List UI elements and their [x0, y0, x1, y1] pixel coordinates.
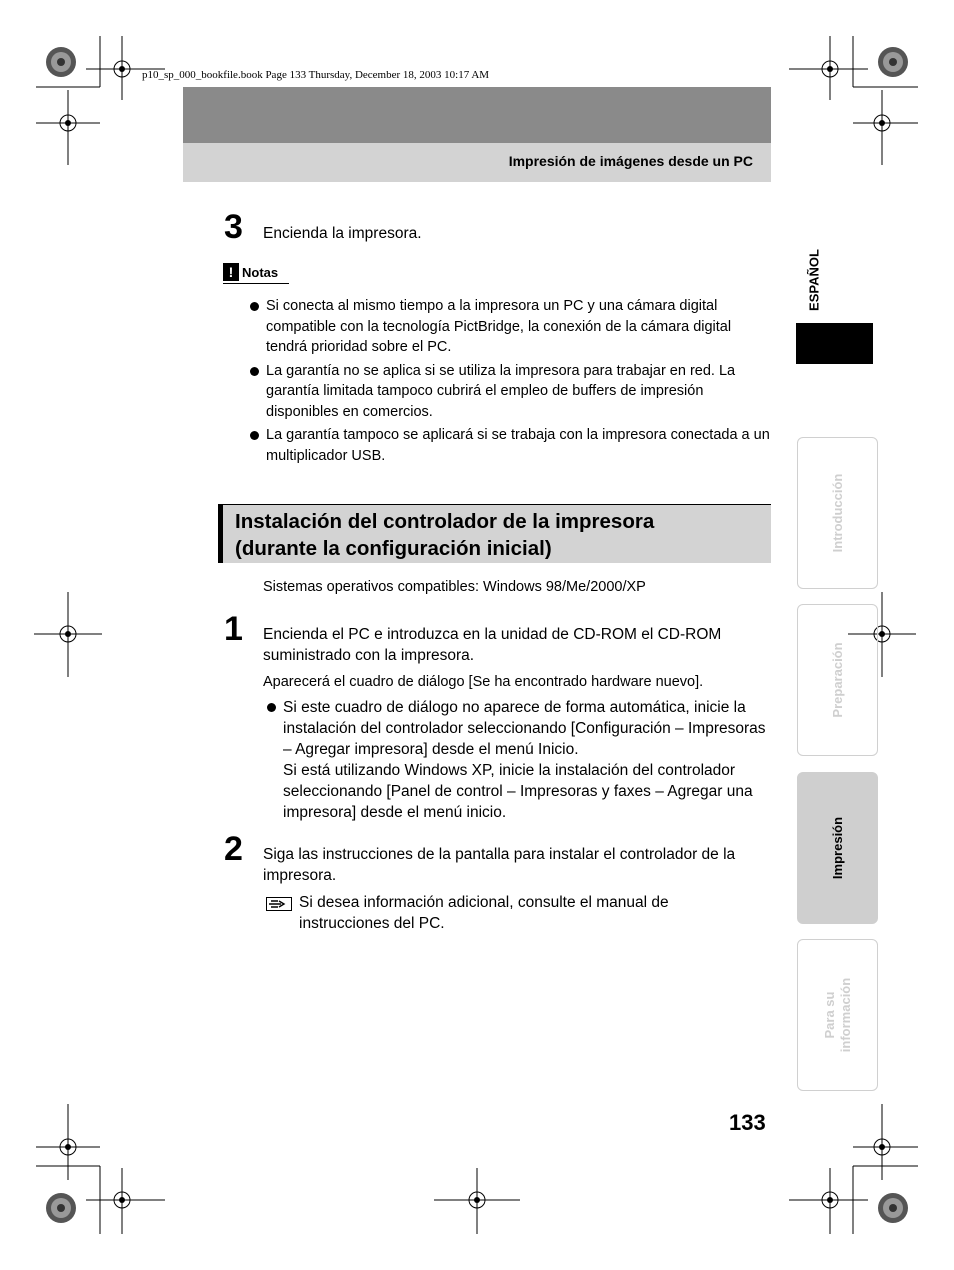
section-title [235, 508, 654, 562]
header-title: Impresión de imágenes desde un PC [508, 153, 753, 169]
tab-introduccion-label: Introducción [829, 473, 845, 553]
tab-introduccion[interactable] [797, 437, 878, 589]
step-2-number: 2 [224, 830, 243, 868]
language-label-text: ESPAÑOL [806, 249, 822, 311]
language-marker [796, 323, 873, 364]
tab-label-line-1: Para su [821, 991, 837, 1039]
header-subband [183, 143, 771, 182]
step-2-text: Siga las instrucciones de la pantalla para instalar el controlador de la impresora. [263, 846, 736, 884]
step-1-number: 1 [224, 610, 243, 648]
step-3-number: 3 [224, 208, 243, 246]
section-title-line-2: (durante la configuración inicial) [235, 537, 552, 560]
notes-list [250, 296, 770, 469]
page-number: 133 [729, 1110, 766, 1135]
language-label [784, 240, 844, 320]
tab-para-su-informacion[interactable] [797, 939, 878, 1091]
header-band [183, 87, 771, 143]
tab-preparacion-label: Preparación [829, 642, 845, 718]
note-item: Si conecta al mismo tiempo a la impresora un PC y una cámara digital compatible con la tecnología PictBridge, la conexión de la cámara digital tendrá prioridad sobre el PC. [250, 296, 770, 358]
notes-heading [223, 263, 289, 284]
tab-label-line-2: información [837, 977, 853, 1053]
tab-impresion-label: Impresión [829, 816, 845, 880]
step-1-sub: Aparecerá el cuadro de diálogo [Se ha encontrado hardware nuevo]. [263, 674, 704, 690]
step-2-reference: Si desea información adicional, consulte el manual de instrucciones del PC. [299, 894, 669, 932]
book-meta: p10_sp_000_bookfile.book Page 133 Thursday, December 18, 2003 10:17 AM [142, 69, 490, 81]
section-title-line-1: Instalación del controlador de la impresora [235, 510, 655, 533]
tab-impresion[interactable] [797, 772, 878, 924]
step-1-bullets [267, 697, 770, 826]
step-1-bullet-p2: Si está utilizando Windows XP, inicie la instalación del controlador seleccionando [Panel de control – Impresoras y faxes – Agregar una impresora] desde el menú inicio. [283, 762, 753, 821]
pointing-hand-icon [266, 897, 292, 911]
exclamation-icon: ! [223, 263, 239, 281]
section-heading [218, 504, 771, 563]
note-item: La garantía tampoco se aplicará si se trabaja con la impresora conectada a un multiplicador USB. [250, 425, 770, 466]
notes-label: Notas [242, 264, 279, 280]
step-3-text: Encienda la impresora. [263, 225, 422, 242]
tab-preparacion[interactable] [797, 604, 878, 756]
step-1-text: Encienda el PC e introduzca en la unidad de CD-ROM el CD-ROM suministrado con la impresora. [263, 626, 722, 664]
note-item: La garantía no se aplica si se utiliza la impresora para trabajar en red. La garantía limitada tampoco cubrirá el empleo de buffers de impresión disponibles en comercios. [250, 361, 770, 423]
os-compatibility: Sistemas operativos compatibles: Windows 98/Me/2000/XP [263, 579, 646, 595]
step-1-bullet [267, 697, 770, 823]
step-1-bullet-p1: Si este cuadro de diálogo no aparece de forma automática, inicie la instalación del controlador seleccionando [Configuración – Impresoras – Agregar impresora] desde el menú Inicio. [283, 699, 766, 758]
tab-para-su-informacion-label [822, 978, 854, 1052]
